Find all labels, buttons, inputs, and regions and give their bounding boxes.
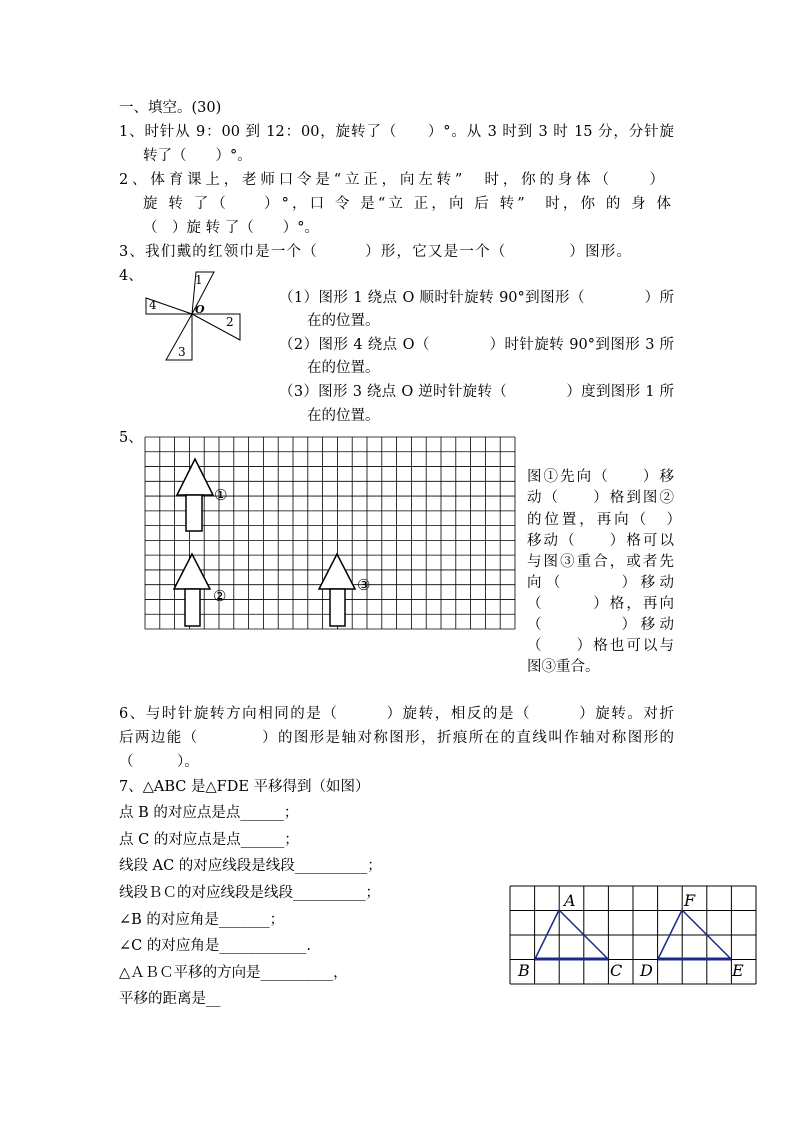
q5-text-1: 动（ ）格到图② (527, 490, 674, 506)
q4-item2-line2: 在的位置。 (307, 360, 380, 376)
q4-item1-line2: 在的位置。 (307, 313, 380, 329)
q5-text-7: （ ）移动 (527, 617, 674, 633)
label-F: F (684, 891, 696, 910)
label-D: D (640, 961, 653, 980)
q5-text-0: 图①先向（ ）移 (527, 469, 674, 485)
q4-item1-line1: （1）图形 1 绕点 O 顺时针旋转 90°到图形（ ）所 (279, 290, 674, 306)
q5-grid (145, 437, 515, 629)
q5-text-4: 与图③重合，或者先 (527, 554, 674, 570)
pinwheel-label-2: 2 (226, 315, 234, 329)
q6-line3: （ ）。 (119, 754, 199, 770)
q4-item3-line1: （3）图形 3 绕点 O 逆时针旋转（ ）度到图形 1 所 (279, 384, 674, 400)
q7-title: 7、△ABC 是△FDE 平移得到（如图） (119, 779, 370, 795)
q5-text-5: 向（ ）移动 (527, 575, 674, 591)
q7-line-2: 线段 AC 的对应线段是线段__________； (119, 858, 382, 874)
q7-line-7: 平移的距离是__ (119, 991, 221, 1007)
q7-line-0: 点 B 的对应点是点______； (119, 805, 299, 821)
q2-line2: 旋 转 了（ ）°，口 令 是“立 正，向 后 转” 时，你 的 身 体 (143, 196, 671, 212)
q5-text-8: （ ）格也可以与 (527, 638, 674, 654)
q6-line1: 6、与时针旋转方向相同的是（ ）旋转，相反的是（ ）旋转。对折 (119, 706, 674, 722)
q5-text-6: （ ）格，再向 (527, 596, 674, 612)
q2-line1: 2、体育课上，老师口令是“立正，向左转” 时，你的身体（ ） (119, 172, 664, 188)
q5-text-3: 移动（ ）格可以 (527, 533, 674, 549)
pinwheel-center-label: O (195, 303, 205, 316)
q7-line-3: 线段ＢＣ的对应线段是线段__________； (119, 885, 380, 901)
pinwheel-label-3: 3 (178, 345, 186, 359)
q4-item2-line1: （2）图形 4 绕点 O（ ）时针旋转 90°到图形 3 所 (279, 337, 674, 353)
arrow-2-shaft (185, 589, 200, 626)
arrow-3-head (319, 554, 355, 589)
marker-1: ① (214, 486, 228, 504)
q4-number: 4、 (119, 268, 143, 284)
arrow-1-shaft (186, 495, 202, 531)
marker-3: ③ (357, 576, 371, 594)
q7-line-4: ∠B 的对应角是_______； (119, 912, 285, 928)
pinwheel-label-1: 1 (195, 273, 203, 287)
label-A: A (564, 891, 576, 910)
label-E: E (732, 961, 744, 980)
q7-line-1: 点 C 的对应点是点______； (119, 832, 299, 848)
pinwheel-figure (140, 268, 250, 368)
pinwheel-label-4: 4 (149, 298, 157, 312)
arrow-2-head (174, 554, 210, 589)
q5-text-9: 图③重合。 (527, 659, 600, 675)
q7-line-6: △ＡＢＣ平移的方向是__________， (119, 965, 348, 981)
section-title: 一、填空。(30) (119, 100, 222, 116)
q1-line1: 1、时针从 9：00 到 12：00，旋转了（ ）°。从 3 时到 3 时 15 分，分针旋 (119, 124, 674, 140)
q7-grid-figure (510, 886, 756, 984)
q5-number: 5、 (119, 430, 143, 446)
arrow-1-head (177, 459, 213, 495)
arrow-3-shaft (330, 589, 345, 626)
q7-line-5: ∠C 的对应角是____________. (119, 938, 311, 954)
q3-line1: 3、我们戴的红领巾是一个（ ）形，它又是一个（ ）图形。 (119, 244, 631, 260)
label-C: C (610, 961, 623, 980)
q1-line2: 转了（ ）°。 (143, 148, 252, 164)
q6-line2: 后两边能（ ）的图形是轴对称图形，折痕所在的直线叫作轴对称图形的 (119, 730, 674, 746)
q5-text-2: 的位置，再向（ ） (527, 512, 681, 528)
q4-item3-line2: 在的位置。 (307, 408, 380, 424)
q2-line3: （ ）旋 转 了（ ）°。 (143, 220, 319, 236)
label-B: B (518, 961, 530, 980)
marker-2: ② (213, 587, 227, 605)
